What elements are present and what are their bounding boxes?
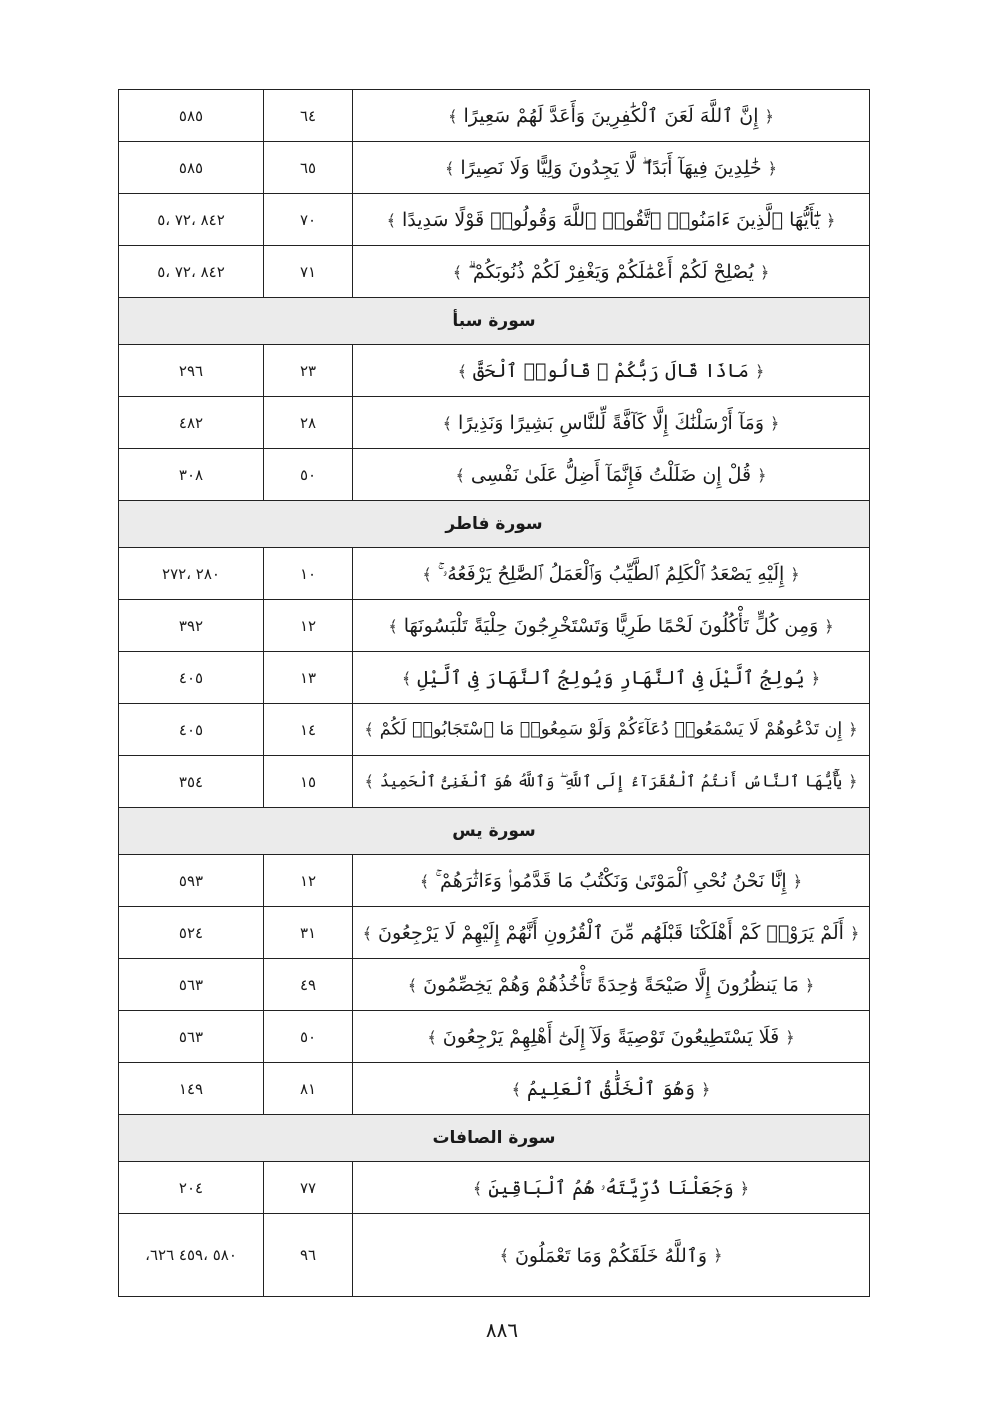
verse-text: فَلَا يَسْتَطِيعُونَ تَوْصِيَةً وَلَآ إِلَىٰٓ أَهْلِهِمْ يَرْجِعُونَ	[442, 1026, 780, 1048]
verse-text-cell	[353, 1214, 870, 1297]
ayah-number: ٥٠	[264, 449, 353, 501]
verse-text: إِن تَدْعُوهُمْ لَا يَسْمَعُوا۟ دُعَآءَكُمْ وَلَوْ سَمِعُوا۟ مَا ٱسْتَجَابُوا۟ لَكُمْ	[379, 719, 843, 740]
verse-row	[119, 397, 870, 449]
verse-text-cell	[353, 907, 870, 959]
ayah-number: ١٥	[264, 756, 353, 808]
verse-text: وَمَآ أَرْسَلْنَٰكَ إِلَّا كَآفَّةً لِّلنَّاسِ بَشِيرًا وَنَذِيرًا	[457, 412, 765, 434]
verse-row	[119, 90, 870, 142]
verse-text-cell	[353, 1063, 870, 1115]
ornament-bracket-open-icon: ﴿	[790, 564, 800, 584]
ornament-bracket-open-icon: ﴿	[739, 1178, 750, 1198]
verse-index-table	[118, 89, 870, 1297]
ornament-bracket-open-icon: ﴿	[810, 668, 821, 688]
surah-title: سورة فاطر	[119, 501, 870, 548]
ornament-bracket-close-icon: ﴾	[452, 262, 463, 282]
ornament-bracket-open-icon: ﴿	[824, 616, 834, 636]
ornament-bracket-close-icon: ﴾	[499, 1246, 509, 1265]
verse-row	[119, 756, 870, 808]
verse-text-cell	[353, 397, 870, 449]
ornament-bracket-close-icon: ﴾	[364, 772, 374, 792]
verse-text: يَٰٓأَيُّهَا ٱلنَّاسُ أَنتُمُ ٱلْفُقَرَآءُ إِلَى ٱللَّهِ ۖ وَٱللَّهُ هُوَ ٱلْغَنِىُّ ٱلْحَمِيدُ	[379, 771, 843, 791]
verse-text-cell	[353, 855, 870, 907]
page-references: ٣٠٨	[119, 449, 264, 501]
verse-row	[119, 548, 870, 600]
page-references: ٥٩٣	[119, 855, 264, 907]
ornament-bracket-close-icon: ﴾	[427, 1027, 437, 1047]
surah-header-row	[119, 501, 870, 548]
ornament-bracket-open-icon: ﴿	[767, 158, 777, 178]
page-references: ٢٨٠ ،٢٧٢	[119, 548, 264, 600]
verse-text-cell	[353, 756, 870, 808]
ornament-bracket-close-icon: ﴾	[401, 668, 412, 688]
ornament-bracket-open-icon: ﴿	[757, 465, 767, 485]
ornament-bracket-close-icon: ﴾	[457, 361, 468, 381]
verse-text-cell	[353, 548, 870, 600]
verse-text: أَلَمْ يَرَوْا۟ كَمْ أَهْلَكْنَا قَبْلَهُم مِّنَ ٱلْقُرُونِ أَنَّهُمْ إِلَيْهِمْ لَا يَرْجِعُونَ	[378, 922, 844, 944]
ayah-number: ٣١	[264, 907, 353, 959]
verse-text-cell	[353, 345, 870, 397]
ornament-bracket-open-icon: ﴿	[770, 413, 780, 433]
verse-text: وَهُوَ ٱلْخَلَّٰقُ ٱلْعَلِيمُ	[527, 1078, 695, 1100]
verse-text: يُصْلِحْ لَكُمْ أَعْمَٰلَكُمْ وَيَغْفِرْ لَكُمْ ذُنُوبَكُمْ ۗ	[468, 261, 754, 283]
ornament-bracket-open-icon: ﴿	[792, 871, 803, 891]
page-references: ٥٦٣	[119, 959, 264, 1011]
verse-index-body	[119, 90, 870, 1297]
ornament-bracket-close-icon: ﴾	[442, 413, 452, 433]
ornament-bracket-open-icon: ﴿	[848, 720, 858, 740]
ornament-bracket-open-icon: ﴿	[759, 262, 770, 282]
ornament-bracket-close-icon: ﴾	[445, 158, 455, 178]
verse-text: يَٰٓأَيُّهَا ٱلَّذِينَ ءَامَنُوا۟ ٱتَّقُوا۟ ٱللَّهَ وَقُولُوا۟ قَوْلًا سَدِيدًا	[401, 209, 821, 231]
page-references: ٤٨٢	[119, 397, 264, 449]
verse-row	[119, 246, 870, 298]
ornament-bracket-close-icon: ﴾	[386, 210, 396, 230]
ornament-bracket-close-icon: ﴾	[455, 465, 465, 485]
verse-text: إِنَّ ٱللَّهَ لَعَنَ ٱلْكَٰفِرِينَ وَأَعَدَّ لَهُمْ سَعِيرًا	[463, 105, 759, 127]
surah-title: سورة سبأ	[119, 298, 870, 345]
ayah-number: ٦٤	[264, 90, 353, 142]
ayah-number: ٤٩	[264, 959, 353, 1011]
page-references: ٥٨٥	[119, 142, 264, 194]
surah-header-row	[119, 298, 870, 345]
ayah-number: ١٣	[264, 652, 353, 704]
page-references: ٥٢٤	[119, 907, 264, 959]
verse-text-cell	[353, 1011, 870, 1063]
page-references: ٤٠٥	[119, 652, 264, 704]
verse-text-cell	[353, 652, 870, 704]
ornament-bracket-close-icon: ﴾	[472, 1178, 483, 1198]
verse-text-cell	[353, 704, 870, 756]
page-references: ٥٦٣	[119, 1011, 264, 1063]
ayah-number: ١٢	[264, 855, 353, 907]
verse-text: إِلَيْهِ يَصْعَدُ ٱلْكَلِمُ ٱلطَّيِّبُ وَٱلْعَمَلُ ٱلصَّٰلِحُ يَرْفَعُهُۥ ۚ	[437, 563, 785, 585]
verse-text: خَٰلِدِينَ فِيهَآ أَبَدًا ۖ لَّا يَجِدُونَ وَلِيًّا وَلَا نَصِيرًا	[460, 157, 762, 179]
surah-title: سورة الصافات	[119, 1115, 870, 1162]
ayah-number: ١٠	[264, 548, 353, 600]
verse-row	[119, 1162, 870, 1214]
surah-title: سورة يس	[119, 808, 870, 855]
ayah-number: ٧١	[264, 246, 353, 298]
verse-row	[119, 600, 870, 652]
ayah-number: ١٤	[264, 704, 353, 756]
verse-text: وَمِن كُلٍّ تَأْكُلُونَ لَحْمًا طَرِيًّا وَتَسْتَخْرِجُونَ حِلْيَةً تَلْبَسُونَهَا	[403, 615, 819, 637]
ornament-bracket-close-icon: ﴾	[364, 720, 374, 740]
verse-text-cell	[353, 449, 870, 501]
page-number: ٨٨٦	[485, 1318, 519, 1342]
verse-text-cell	[353, 1162, 870, 1214]
ornament-bracket-close-icon: ﴾	[407, 975, 418, 995]
verse-text: مَاذَا قَالَ رَبُّكُمْ ۖ قَالُوا۟ ٱلْحَقَّ	[473, 360, 749, 382]
ornament-bracket-close-icon: ﴾	[511, 1079, 522, 1099]
page-references: ٨٤٢ ،٧٢ ،٥	[119, 246, 264, 298]
ayah-number: ٥٠	[264, 1011, 353, 1063]
page-references: ٣٥٤	[119, 756, 264, 808]
verse-row	[119, 652, 870, 704]
verse-row	[119, 449, 870, 501]
ornament-bracket-close-icon: ﴾	[362, 923, 373, 943]
ayah-number: ١٢	[264, 600, 353, 652]
ayah-number: ٢٣	[264, 345, 353, 397]
ornament-bracket-close-icon: ﴾	[422, 564, 432, 584]
verse-text-cell	[353, 600, 870, 652]
ornament-bracket-open-icon: ﴿	[849, 923, 860, 943]
verse-text: قُلْ إِن ضَلَلْتُ فَإِنَّمَآ أَضِلُّ عَلَىٰ نَفْسِى	[470, 464, 752, 486]
verse-row	[119, 345, 870, 397]
ornament-bracket-close-icon: ﴾	[448, 106, 458, 126]
verse-row	[119, 142, 870, 194]
ornament-bracket-open-icon: ﴿	[826, 210, 836, 230]
ayah-number: ٨١	[264, 1063, 353, 1115]
ornament-bracket-open-icon: ﴿	[764, 106, 774, 126]
verse-row	[119, 704, 870, 756]
ornament-bracket-open-icon: ﴿	[848, 772, 858, 792]
verse-text-cell	[353, 142, 870, 194]
verse-row	[119, 959, 870, 1011]
ayah-number: ٩٦	[264, 1214, 353, 1297]
verse-row	[119, 194, 870, 246]
surah-header-row	[119, 808, 870, 855]
ornament-bracket-close-icon: ﴾	[419, 871, 430, 891]
ornament-bracket-open-icon: ﴿	[804, 975, 815, 995]
ayah-number: ٧٧	[264, 1162, 353, 1214]
verse-text: مَا يَنظُرُونَ إِلَّا صَيْحَةً وَٰحِدَةً تَأْخُذُهُمْ وَهُمْ يَخِصِّمُونَ	[423, 974, 799, 996]
ornament-bracket-open-icon: ﴿	[785, 1027, 795, 1047]
verse-row	[119, 855, 870, 907]
ornament-bracket-open-icon: ﴿	[754, 361, 765, 381]
verse-text: يُولِجُ ٱلَّيْلَ فِى ٱلنَّهَارِ وَيُولِجُ ٱلنَّهَارَ فِى ٱلَّيْلِ	[417, 667, 805, 689]
verse-text: وَٱللَّهُ خَلَقَكُمْ وَمَا تَعْمَلُونَ	[514, 1244, 708, 1267]
verse-row	[119, 907, 870, 959]
page-references: ٢٠٤	[119, 1162, 264, 1214]
surah-header-row	[119, 1115, 870, 1162]
ayah-number: ٢٨	[264, 397, 353, 449]
verse-text-cell	[353, 246, 870, 298]
verse-text-cell	[353, 959, 870, 1011]
verse-row	[119, 1063, 870, 1115]
ornament-bracket-close-icon: ﴾	[388, 616, 398, 636]
verse-row	[119, 1011, 870, 1063]
verse-text: إِنَّا نَحْنُ نُحْىِ ٱلْمَوْتَىٰ وَنَكْتُبُ مَا قَدَّمُوا۟ وَءَاثَٰرَهُمْ ۚ	[435, 870, 787, 892]
verse-text: وَجَعَلْنَا ذُرِّيَّتَهُۥ هُمُ ٱلْبَاقِينَ	[488, 1177, 734, 1199]
ornament-bracket-open-icon: ﴿	[700, 1079, 711, 1099]
page-references: ،٥٨٠ ،٤٥٩ ٦٢٦	[119, 1214, 264, 1297]
ayah-number: ٧٠	[264, 194, 353, 246]
ayah-number: ٦٥	[264, 142, 353, 194]
page-references: ٢٩٦	[119, 345, 264, 397]
ornament-bracket-open-icon: ﴿	[713, 1246, 723, 1265]
page-references: ٥٨٥	[119, 90, 264, 142]
page-references: ٣٩٢	[119, 600, 264, 652]
page-references: ٨٤٢ ،٧٢ ،٥	[119, 194, 264, 246]
verse-text-cell	[353, 90, 870, 142]
verse-row	[119, 1214, 870, 1297]
page-references: ٤٠٥	[119, 704, 264, 756]
page-references: ١٤٩	[119, 1063, 264, 1115]
verse-text-cell	[353, 194, 870, 246]
